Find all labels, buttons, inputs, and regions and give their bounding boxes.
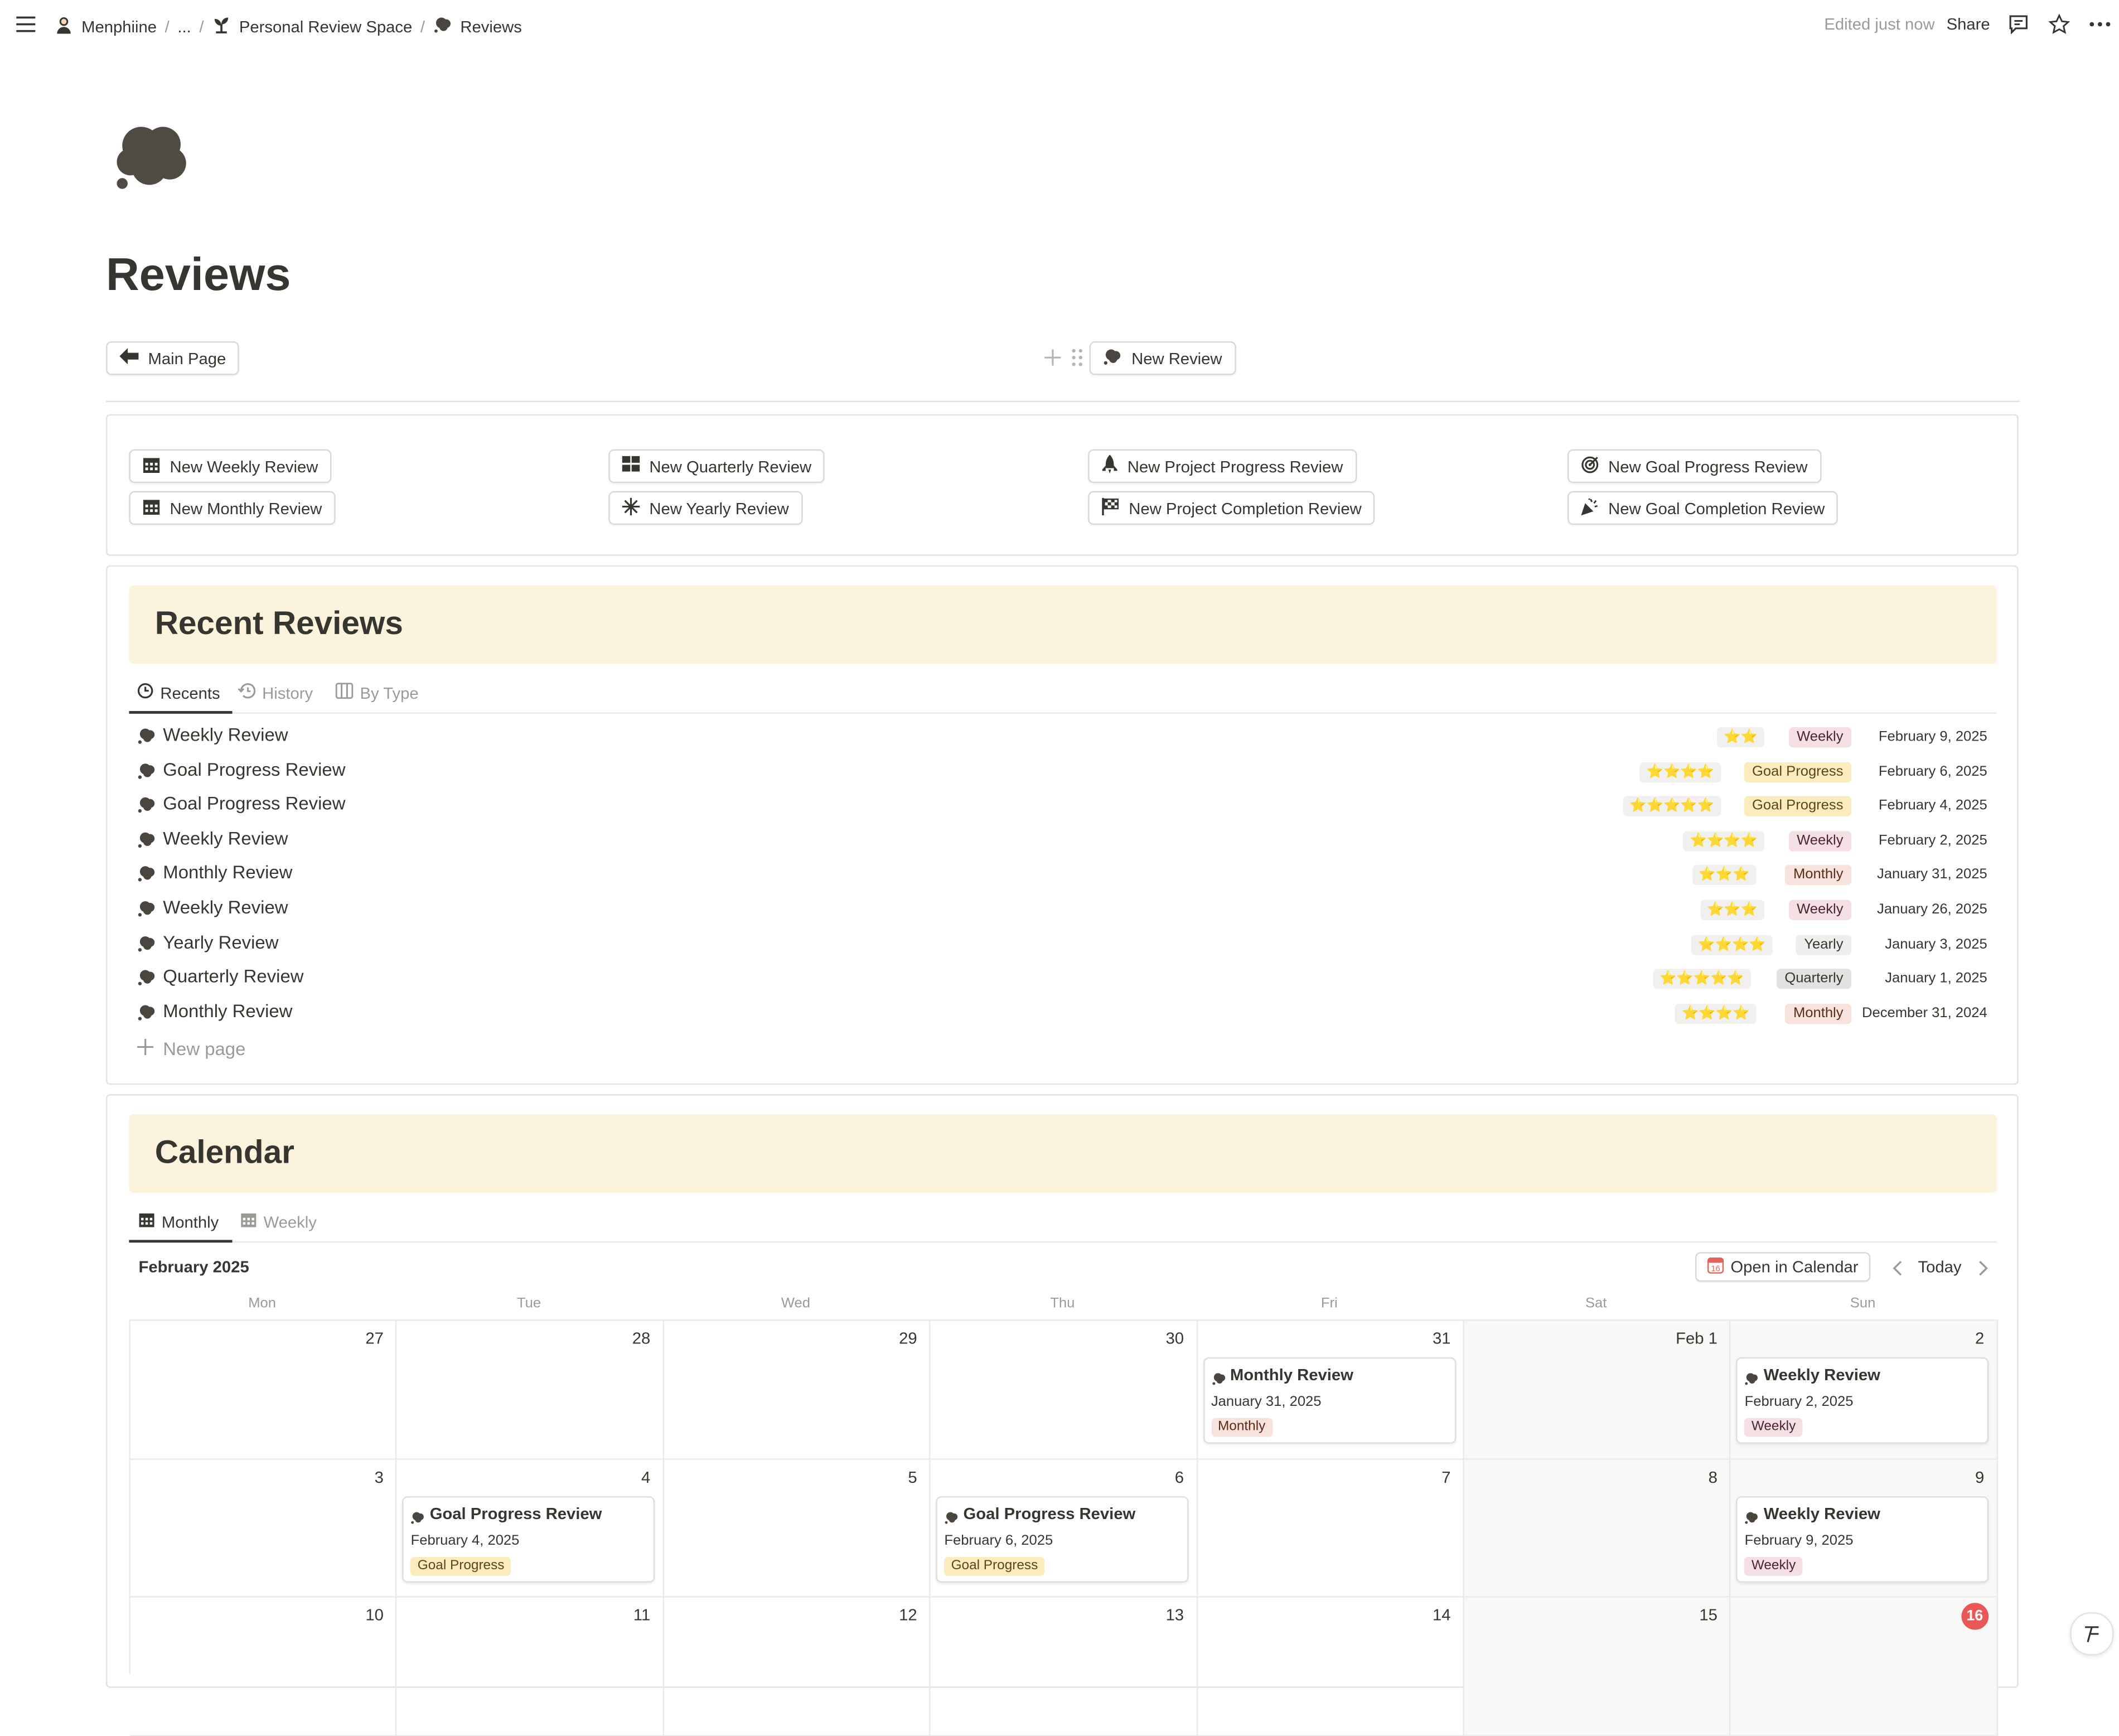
event-type-tag: Goal Progress [944, 1556, 1044, 1575]
rocket-icon [1102, 454, 1118, 477]
event-type-tag: Goal Progress [411, 1556, 511, 1575]
rating-stars: ⭐⭐ [1717, 727, 1764, 747]
recent-reviews-heading: Recent Reviews [154, 606, 403, 642]
top-bar [0, 0, 2119, 49]
day-number: 8 [1708, 1467, 1718, 1486]
active-tab-indicator [129, 1240, 232, 1242]
thought-bubble-icon [411, 1506, 426, 1531]
row-title: Monthly Review [163, 862, 293, 883]
row-title: Weekly Review [163, 897, 288, 918]
thought-bubble-icon [137, 762, 156, 786]
day-number: 13 [1165, 1606, 1184, 1624]
event-title: Weekly Review [1763, 1503, 1880, 1523]
thought-bubble-icon [1211, 1368, 1226, 1392]
new-quarterly-review-label: New Quarterly Review [649, 456, 812, 476]
weekday-label: Sun [1850, 1295, 1876, 1312]
breadcrumb-space[interactable]: Personal Review Space [239, 17, 413, 36]
rating-stars: ⭐⭐⭐ [1692, 865, 1756, 886]
drag-handle-icon[interactable] [1070, 348, 1083, 374]
tab-monthly-label: Monthly [161, 1212, 219, 1231]
type-tag: Monthly [1785, 865, 1851, 886]
event-date: February 4, 2025 [410, 1532, 520, 1549]
type-tag: Goal Progress [1744, 762, 1851, 782]
row-title: Yearly Review [163, 931, 279, 952]
tab-recents-label: Recents [160, 683, 220, 703]
today-day-number: 16 [1961, 1603, 1989, 1629]
share-button[interactable] [1947, 15, 1990, 34]
calendar-day-cell[interactable] [130, 1459, 397, 1598]
breadcrumb-workspace[interactable]: Menphiine [81, 17, 157, 36]
breadcrumb-current[interactable]: Reviews [460, 17, 522, 36]
day-number: 29 [899, 1329, 917, 1348]
grid-icon [622, 456, 640, 476]
weekday-label: Mon [248, 1295, 277, 1312]
calendar-month-label: February 2025 [138, 1257, 249, 1276]
thought-bubble-icon [137, 900, 156, 925]
rating-stars: ⭐⭐⭐⭐ [1683, 831, 1765, 851]
calendar-day-cell[interactable] [1464, 1459, 1731, 1598]
list-item[interactable] [129, 962, 1996, 995]
new-review-button[interactable] [1090, 341, 1236, 375]
tab-history-label: History [262, 683, 313, 703]
party-popper-icon [1581, 497, 1599, 519]
thought-bubble-icon [137, 1004, 156, 1028]
tab-weekly-label: Weekly [263, 1212, 317, 1231]
new-project-progress-review-button[interactable] [1088, 449, 1357, 483]
next-month-icon[interactable] [1978, 1259, 1989, 1283]
row-date: December 31, 2024 [1862, 1004, 1987, 1021]
row-date: January 1, 2025 [1885, 970, 1987, 987]
calendar-day-cell[interactable] [931, 1321, 1197, 1459]
template-buttons-panel [106, 414, 2019, 556]
new-monthly-review-button[interactable] [129, 491, 335, 525]
back-arrow-icon [119, 348, 138, 368]
tab-monthly[interactable] [138, 1212, 219, 1232]
row-date: February 6, 2025 [1878, 763, 1987, 780]
share-label: Share [1946, 14, 1990, 34]
event-type-tag: Weekly [1745, 1556, 1803, 1575]
thought-bubble-icon [137, 865, 156, 890]
thought-bubble-icon [1103, 347, 1122, 369]
clock-icon [137, 683, 153, 703]
weekday-label: Sat [1585, 1295, 1607, 1312]
calendar-icon [138, 1212, 154, 1232]
calendar-tabs [129, 1205, 1996, 1243]
thought-bubble-icon [137, 727, 156, 752]
new-page-button[interactable] [137, 1039, 245, 1059]
recent-reviews-banner [129, 586, 1996, 664]
thought-bubble-icon [944, 1506, 959, 1531]
breadcrumb-separator: / [199, 17, 204, 36]
tab-by-type-label: By Type [360, 683, 419, 703]
day-number: 10 [365, 1606, 384, 1624]
add-block-icon[interactable] [1043, 348, 1062, 374]
list-item[interactable] [129, 928, 1996, 961]
day-number: 4 [641, 1467, 651, 1486]
calendar-day-cell[interactable] [664, 1321, 931, 1459]
weekday-label: Tue [516, 1295, 541, 1312]
event-title: Goal Progress Review [963, 1503, 1136, 1523]
new-yearly-review-button[interactable] [608, 491, 802, 525]
breadcrumb-ellipsis[interactable]: ... [177, 17, 191, 36]
row-date: January 3, 2025 [1885, 936, 1987, 952]
recent-reviews-tabs [129, 676, 1996, 714]
row-date: February 2, 2025 [1878, 832, 1987, 849]
new-review-label: New Review [1131, 349, 1222, 368]
thought-bubble-icon [1745, 1506, 1760, 1531]
breadcrumb-separator: / [420, 17, 425, 36]
day-number: 3 [374, 1467, 384, 1486]
type-tag: Quarterly [1777, 969, 1851, 989]
day-number: 15 [1699, 1606, 1718, 1624]
calendar-day-cell[interactable] [664, 1598, 931, 1736]
help-icon[interactable] [2070, 1612, 2113, 1655]
row-date: February 4, 2025 [1878, 797, 1987, 814]
row-date: January 31, 2025 [1877, 867, 1987, 883]
event-date: February 6, 2025 [944, 1532, 1053, 1549]
rating-stars: ⭐⭐⭐ [1700, 900, 1764, 920]
new-goal-progress-review-button[interactable] [1568, 449, 1821, 483]
row-title: Weekly Review [163, 828, 288, 849]
board-icon [336, 683, 354, 703]
more-options-icon[interactable] [2088, 12, 2112, 37]
calendar-day-cell[interactable] [397, 1598, 664, 1736]
history-icon [238, 683, 255, 703]
weekday-label: Thu [1050, 1295, 1075, 1312]
list-item[interactable] [129, 720, 1996, 754]
calendar-event-card[interactable] [403, 1496, 655, 1582]
main-page-button[interactable] [106, 341, 240, 375]
open-in-calendar-label: Open in Calendar [1730, 1257, 1859, 1276]
rating-stars: ⭐⭐⭐⭐ [1640, 762, 1721, 782]
favorite-star-icon[interactable] [2047, 12, 2072, 37]
calendar-event-card[interactable] [1736, 1496, 1989, 1582]
new-goal-completion-review-button[interactable] [1568, 491, 1839, 525]
rating-stars: ⭐⭐⭐⭐ [1675, 1004, 1757, 1024]
thought-bubble-icon [433, 15, 452, 38]
plus-icon [137, 1039, 153, 1059]
edited-status [1824, 15, 1934, 34]
calendar-app-icon [1707, 1257, 1724, 1277]
edited-status-text: Edited just now [1824, 14, 1935, 34]
seedling-icon [212, 15, 231, 38]
event-date: February 2, 2025 [1744, 1394, 1854, 1410]
event-title: Goal Progress Review [429, 1503, 602, 1523]
thought-bubble-icon [137, 796, 156, 821]
list-item[interactable] [129, 859, 1996, 892]
rating-stars: ⭐⭐⭐⭐ [1691, 935, 1773, 955]
row-title: Goal Progress Review [163, 794, 346, 814]
calendar-heading: Calendar [154, 1134, 294, 1172]
tab-recents[interactable] [137, 683, 220, 703]
calendar-day-cell[interactable] [931, 1598, 1197, 1736]
row-title: Weekly Review [163, 724, 288, 745]
page-thought-bubble-icon[interactable] [112, 119, 190, 201]
tab-by-type[interactable] [336, 683, 419, 703]
calendar-event-card[interactable] [1203, 1357, 1455, 1444]
main-page-label: Main Page [148, 349, 226, 368]
calendar-day-cell[interactable] [1731, 1598, 1997, 1736]
list-item[interactable] [129, 755, 1996, 789]
thought-bubble-icon [137, 935, 156, 959]
event-date: February 9, 2025 [1744, 1532, 1854, 1549]
day-number: 31 [1432, 1329, 1451, 1348]
svg-text:16: 16 [1711, 1264, 1720, 1273]
new-monthly-review-label: New Monthly Review [170, 498, 322, 518]
calendar-icon [143, 456, 161, 477]
thought-bubble-icon [137, 969, 156, 994]
new-project-progress-review-label: New Project Progress Review [1127, 456, 1343, 476]
thought-bubble-icon [1745, 1368, 1760, 1392]
event-type-tag: Weekly [1745, 1418, 1803, 1437]
rating-stars: ⭐⭐⭐⭐⭐ [1623, 796, 1721, 816]
type-tag: Weekly [1789, 900, 1852, 920]
today-button[interactable]: Today [1918, 1257, 1962, 1276]
thought-bubble-icon [137, 831, 156, 855]
day-number: 12 [899, 1606, 917, 1624]
calendar-day-cell[interactable] [1197, 1598, 1464, 1736]
weekday-label: Wed [781, 1295, 811, 1312]
type-tag: Monthly [1785, 1004, 1851, 1024]
list-item[interactable] [129, 790, 1996, 823]
list-item[interactable] [129, 893, 1996, 927]
calendar-day-cell[interactable] [664, 1459, 931, 1598]
event-title: Weekly Review [1763, 1365, 1880, 1385]
tab-weekly[interactable] [240, 1212, 317, 1232]
new-weekly-review-button[interactable] [129, 449, 331, 483]
comments-icon[interactable] [2006, 12, 2031, 37]
divider [106, 401, 2020, 402]
row-date: January 26, 2025 [1877, 901, 1987, 918]
day-number: 7 [1441, 1467, 1451, 1486]
page-title: Reviews [106, 249, 291, 301]
event-date: January 31, 2025 [1211, 1394, 1322, 1410]
new-page-label: New page [163, 1038, 246, 1060]
day-number: 9 [1975, 1467, 1985, 1486]
event-title: Monthly Review [1230, 1365, 1353, 1385]
row-title: Monthly Review [163, 1000, 293, 1021]
row-date: February 9, 2025 [1878, 728, 1987, 745]
new-goal-completion-review-label: New Goal Completion Review [1608, 498, 1825, 518]
new-quarterly-review-button[interactable] [608, 449, 825, 483]
day-number: 30 [1165, 1329, 1184, 1348]
day-number: Feb 1 [1676, 1329, 1718, 1348]
type-tag: Goal Progress [1744, 796, 1851, 816]
day-number: 11 [633, 1606, 651, 1624]
tab-history[interactable] [238, 683, 313, 703]
breadcrumb [54, 15, 521, 38]
list-item[interactable] [129, 997, 1996, 1030]
day-number: 28 [632, 1329, 651, 1348]
weekday-label: Fri [1320, 1295, 1338, 1312]
day-number: 27 [365, 1329, 384, 1348]
calendar-day-cell[interactable] [1464, 1321, 1731, 1459]
open-in-calendar-button[interactable] [1695, 1252, 1870, 1282]
day-number: 2 [1975, 1329, 1985, 1348]
calendar-day-cell[interactable] [397, 1321, 664, 1459]
previous-month-icon[interactable] [1892, 1259, 1903, 1283]
event-type-tag: Monthly [1211, 1418, 1273, 1437]
workspace-avatar-icon [54, 15, 73, 38]
type-tag: Weekly [1789, 831, 1852, 851]
active-tab-indicator [129, 711, 232, 714]
calendar-event-card[interactable] [936, 1496, 1189, 1582]
sidebar-menu-icon[interactable] [13, 12, 38, 37]
rating-stars: ⭐⭐⭐⭐⭐ [1653, 969, 1751, 989]
new-weekly-review-label: New Weekly Review [170, 456, 318, 476]
new-project-completion-review-label: New Project Completion Review [1129, 498, 1362, 518]
calendar-icon [143, 497, 161, 519]
new-project-completion-review-button[interactable] [1088, 491, 1375, 525]
calendar-grid [129, 1319, 1998, 1674]
breadcrumb-separator: / [165, 17, 170, 36]
calendar-icon [240, 1212, 257, 1232]
type-tag: Yearly [1796, 935, 1851, 955]
calendar-banner [129, 1114, 1996, 1192]
calendar-day-cell[interactable] [1197, 1459, 1464, 1598]
sparkle-icon [622, 497, 640, 519]
day-number: 6 [1174, 1467, 1184, 1486]
new-yearly-review-label: New Yearly Review [649, 498, 789, 518]
day-number: 14 [1432, 1606, 1451, 1624]
new-goal-progress-review-label: New Goal Progress Review [1608, 456, 1808, 476]
row-title: Goal Progress Review [163, 759, 346, 780]
list-item[interactable] [129, 824, 1996, 858]
type-tag: Weekly [1789, 727, 1852, 747]
checkered-flag-icon [1102, 497, 1120, 519]
calendar-day-cell[interactable] [130, 1321, 397, 1459]
target-icon [1581, 456, 1599, 477]
calendar-day-cell[interactable] [1464, 1598, 1731, 1736]
calendar-day-cell[interactable] [130, 1598, 397, 1736]
row-title: Quarterly Review [163, 966, 304, 987]
calendar-event-card[interactable] [1736, 1357, 1989, 1444]
day-number: 5 [908, 1467, 917, 1486]
